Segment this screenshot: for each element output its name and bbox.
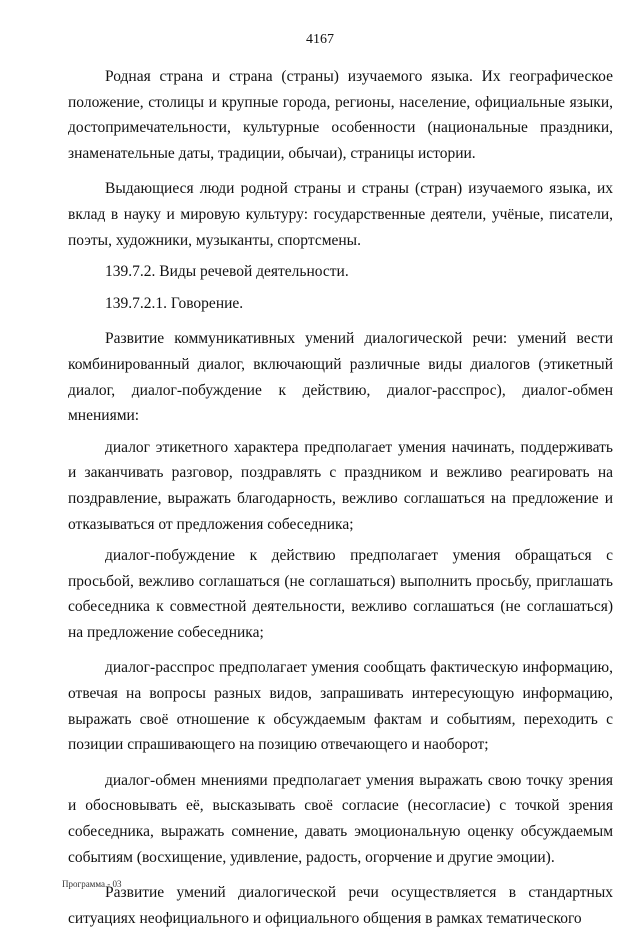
paragraph-dialogue-situations: Развитие умений диалогической речи осуществляется в стандартных ситуациях неофициального и официального общения в рамках тематического — [68, 884, 613, 927]
paragraph-inquiry-dialogue: диалог-расспрос предполагает умения сообщать фактическую информацию, отвечая на вопросы разных видов, запрашивать интересующую информацию, выражать своё отношение к обсуждаемым фактам и событиям, переходить с позиции спрашивающего на позицию отвечающего и наоборот; — [68, 659, 613, 754]
paragraph-opinion-dialogue: диалог-обмен мнениями предполагает умения выражать свою точку зрения и обосновывать её, высказывать своё согласие (несогласие) с точкой зрения собеседника, выражать сомнение, давать эмоциональную оценку обсуждаемым событиям (восхищение, удивление, радость, огорчение и другие эмоции). — [68, 771, 613, 866]
paragraph-dialogue-skills: Развитие коммуникативных умений диалогической речи: умений вести комбинированный диалог, включающий различные виды диалогов (этикетный диалог, диалог-побуждение к действию, диалог-расспрос), диалог-обмен мнениями: — [68, 330, 613, 425]
paragraph-outstanding-people: Выдающиеся люди родной страны и страны (стран) изучаемого языка, их вклад в науку и мировую культуру: государственные деятели, учёные, писатели, поэты, художники, музыканты, спортсмены. — [68, 180, 613, 249]
paragraph-etiquette-dialogue: диалог этикетного характера предполагает умения начинать, поддерживать и заканчивать разговор, поздравлять с праздником и вежливо реагировать на поздравление, выражать благодарность, вежливо соглашаться на предложение и отказываться от предложения собеседника; — [68, 438, 613, 533]
section-heading-speech-activities: 139.7.2. Виды речевой деятельности. — [105, 263, 349, 281]
section-heading-speaking: 139.7.2.1. Говорение. — [105, 294, 244, 312]
page-number: 4167 — [306, 32, 334, 47]
document-body — [68, 64, 613, 931]
page-footer: Программа - 03 — [62, 879, 122, 889]
paragraph-native-country: Родная страна и страна (страны) изучаемого языка. Их географическое положение, столицы и крупные города, регионы, население, официальные языки, достопримечательности, культурные особенности (национальные праздники, знаменательные даты, традиции, обычаи), страницы истории. — [68, 68, 613, 162]
paragraph-incentive-dialogue: диалог-побуждение к действию предполагает умения обращаться с просьбой, вежливо соглашаться (не соглашаться) выполнить просьбу, приглашать собеседника к совместной деятельности, вежливо соглашаться (не соглашаться) на предложение собеседника; — [68, 547, 613, 641]
